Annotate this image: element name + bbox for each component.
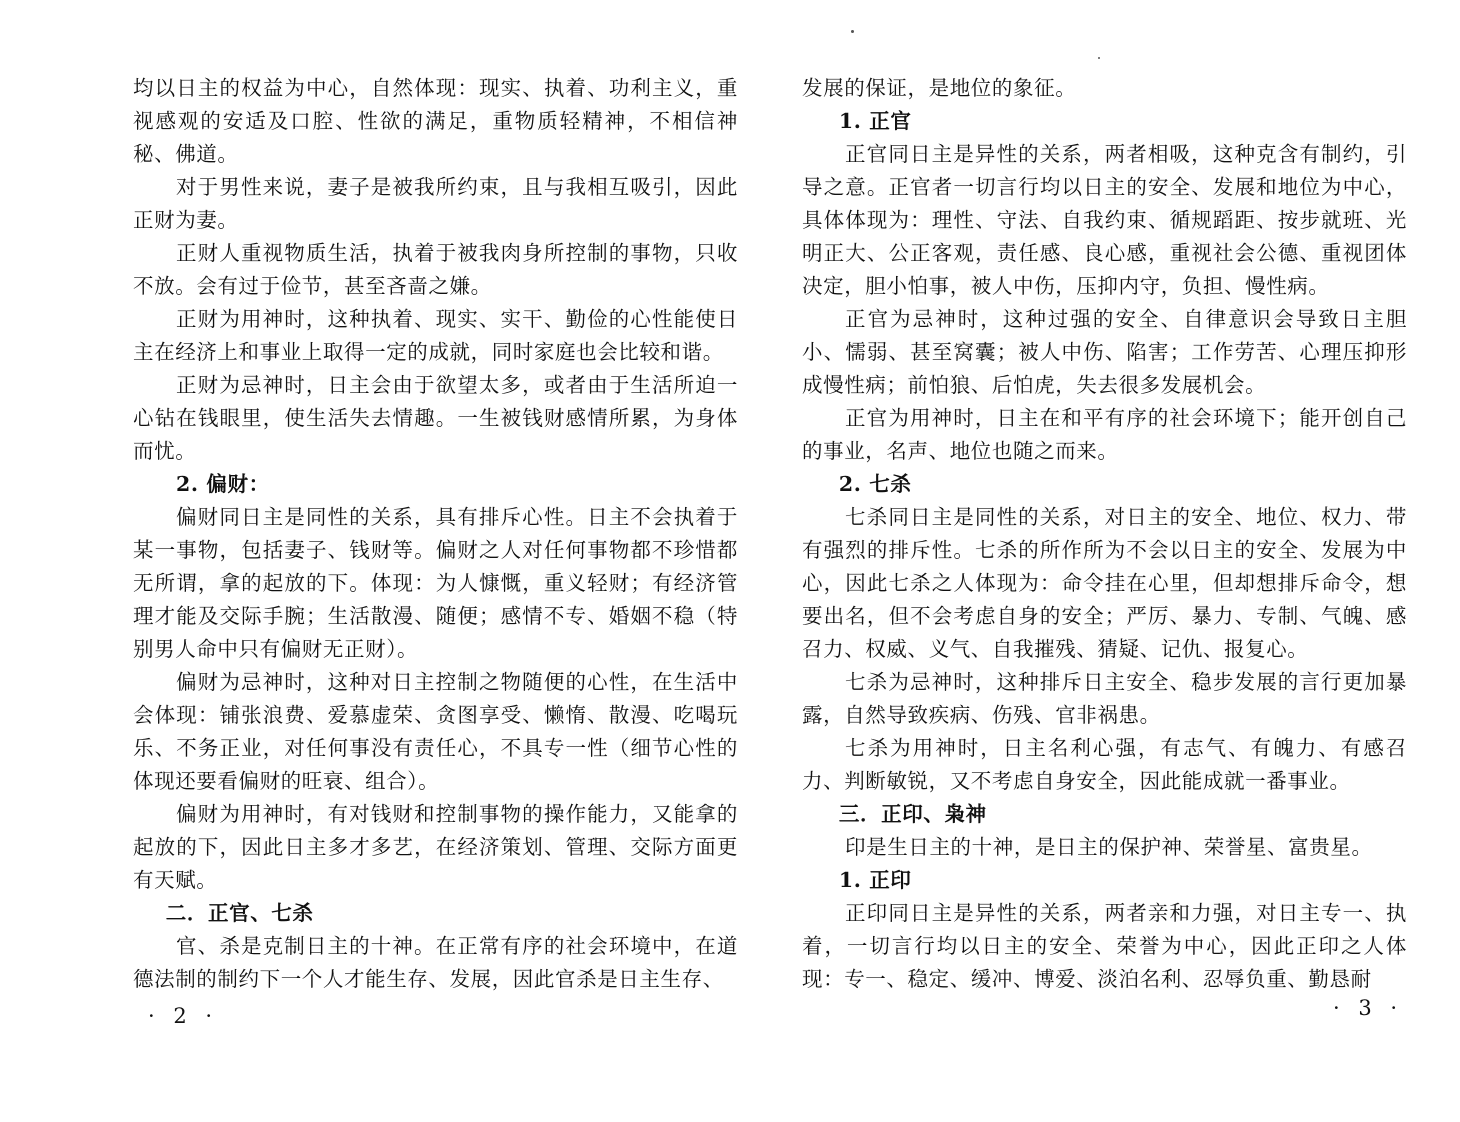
heading-section-two: 二．正官、七杀 <box>165 901 314 925</box>
page-number-left: · 2 · <box>148 1004 219 1028</box>
right-page <box>802 72 1407 996</box>
scan-speck <box>1098 57 1100 59</box>
paragraph: 发展的保证，是地位的象征。 <box>802 76 1077 100</box>
paragraph: 偏财为忌神时，这种对日主控制之物随便的心性，在生活中会体现：铺张浪费、爱慕虚荣、贪图享受、懒惰、散漫、吃喝玩乐、不务正业，对任何事没有责任心，不具专一性（细节心性的体现还要看偏财的旺衰、组合）。 <box>133 670 738 793</box>
paragraph: 正印同日主是异性的关系，两者亲和力强，对日主专一、执着，一切言行均以日主的安全、荣誉为中心，因此正印之人体现：专一、稳定、缓冲、博爱、淡泊名利、忍辱负重、勤恳耐 <box>802 901 1407 991</box>
paragraph: 七杀为用神时，日主名利心强，有志气、有魄力、有感召力、判断敏锐，又不考虑自身安全，因此能成就一番事业。 <box>802 736 1407 793</box>
paragraph: 正财为忌神时，日主会由于欲望太多，或者由于生活所迫一心钻在钱眼里，使生活失去情趣。一生被钱财感情所累，为身体而忧。 <box>133 373 738 463</box>
paragraph: 对于男性来说，妻子是被我所约束，且与我相互吸引，因此正财为妻。 <box>133 175 738 232</box>
paragraph: 偏财同日主是同性的关系，具有排斥心性。日主不会执着于某一事物，包括妻子、钱财等。偏财之人对任何事物都不珍惜都无所谓，拿的起放的下。体现：为人慷慨，重义轻财；有经济管理才能及交际手腕；生活散漫、随便；感情不专、婚姻不稳（特别男人命中只有偏财无正财）。 <box>133 505 738 661</box>
scan-speck <box>851 30 854 33</box>
paragraph: 正官同日主是异性的关系，两者相吸，这种克含有制约，引导之意。正官者一切言行均以日主的安全、发展和地位为中心，具体体现为：理性、守法、自我约束、循规蹈距、按步就班、光明正大、公正客观，责任感、良心感，重视社会公德、重视团体决定，胆小怕事，被人中伤，压抑内守，负担、慢性病。 <box>802 142 1407 298</box>
paragraph: 官、杀是克制日主的十神。在正常有序的社会环境中，在道德法制的制约下一个人才能生存、发展，因此官杀是日主生存、 <box>133 934 738 991</box>
paragraph: 七杀为忌神时，这种排斥日主安全、稳步发展的言行更加暴露，自然导致疾病、伤残、官非祸患。 <box>802 670 1407 727</box>
heading-zheng-yin: 1. 正印 <box>838 868 912 892</box>
heading-zheng-guan: 1. 正官 <box>838 109 912 133</box>
paragraph: 偏财为用神时，有对钱财和控制事物的操作能力，又能拿的起放的下，因此日主多才多艺，在经济策划、管理、交际方面更有天赋。 <box>133 802 738 892</box>
paragraph: 正财为用神时，这种执着、现实、实干、勤俭的心性能使日主在经济上和事业上取得一定的成就，同时家庭也会比较和谐。 <box>133 307 738 364</box>
heading-section-three: 三．正印、枭神 <box>838 802 987 826</box>
paragraph: 七杀同日主是同性的关系，对日主的安全、地位、权力、带有强烈的排斥性。七杀的所作所为不会以日主的安全、发展为中心，因此七杀之人体现为：命令挂在心里，但却想排斥命令，想要出名，但不会考虑自身的安全；严厉、暴力、专制、气魄、感召力、权威、义气、自我摧残、猜疑、记仇、报复心。 <box>802 505 1407 661</box>
paragraph: 正财人重视物质生活，执着于被我肉身所控制的事物，只收不放。会有过于俭节，甚至吝啬之嫌。 <box>133 241 738 298</box>
heading-qi-sha: 2. 七杀 <box>838 472 912 496</box>
paragraph: 正官为忌神时，这种过强的安全、自律意识会导致日主胆小、懦弱、甚至窝囊；被人中伤、陷害；工作劳苦、心理压抑形成慢性病；前怕狼、后怕虎，失去很多发展机会。 <box>802 307 1407 397</box>
paragraph: 正官为用神时，日主在和平有序的社会环境下；能开创自己的事业，名声、地位也随之而来。 <box>802 406 1407 463</box>
left-page <box>133 72 738 996</box>
paragraph: 均以日主的权益为中心，自然体现：现实、执着、功利主义，重视感观的安适及口腔、性欲的满足，重物质轻精神，不相信神秘、佛道。 <box>133 76 738 166</box>
page-number-right: · 3 · <box>1333 996 1404 1020</box>
heading-pian-cai: 2. 偏财： <box>176 472 270 496</box>
paragraph: 印是生日主的十神，是日主的保护神、荣誉星、富贵星。 <box>845 835 1373 859</box>
